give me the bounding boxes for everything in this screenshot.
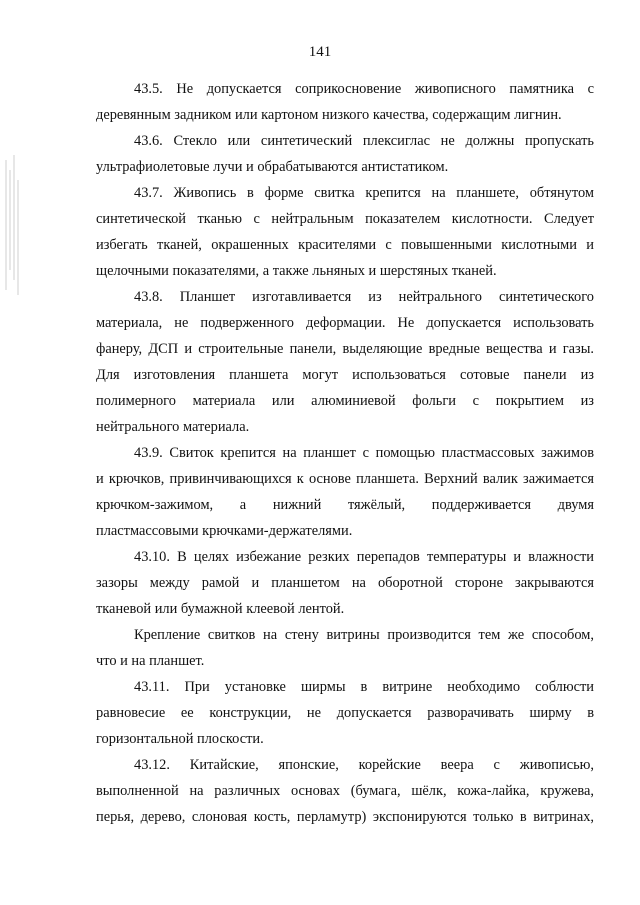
text-line: нейтрального материала. (96, 419, 250, 435)
paragraph (96, 752, 594, 830)
text-line: 43.5. Не допускается соприкосновение живописного памятника с (134, 81, 594, 97)
scan-margin-artifact (0, 150, 22, 300)
text-line: деревянным задником или картоном низкого качества, содержащим лигнин. (96, 107, 562, 123)
text-line: и крючков, привинчивающихся к основе планшета. Верхний валик зажимается (96, 471, 594, 487)
page-number: 141 (308, 44, 332, 60)
text-line: материала, не подверженного деформации. Не допускается использовать (96, 315, 594, 331)
text-line: 43.10. В целях избежание резких перепадов температуры и влажности (134, 549, 594, 565)
document-body (96, 76, 594, 830)
text-line: избегать тканей, окрашенных красителями с повышенными кислотными и (96, 237, 594, 253)
paragraph (96, 674, 594, 752)
text-line: Для изготовления планшета могут использоваться сотовые панели из (96, 367, 594, 383)
paragraph (96, 76, 594, 128)
text-line: 43.11. При установке ширмы в витрине необходимо соблюсти (134, 679, 594, 695)
text-line: пластмассовыми крючками-держателями. (96, 523, 353, 539)
text-line: 43.7. Живопись в форме свитка крепится на планшете, обтянутом (134, 185, 594, 201)
text-line: крючком-зажимом, а нижний тяжёлый, поддерживается двумя (96, 497, 594, 513)
text-line: фанеру, ДСП и строительные панели, выделяющие вредные вещества и газы. (96, 341, 594, 357)
paragraph (96, 284, 594, 440)
text-line: тканевой или бумажной клеевой лентой. (96, 601, 345, 617)
text-line: ультрафиолетовые лучи и обрабатываются антистатиком. (96, 159, 449, 175)
paragraph (96, 440, 594, 544)
text-line: щелочными показателями, а также льняных и шерстяных тканей. (96, 263, 497, 279)
text-line: синтетической тканью с нейтральным показателем кислотности. Следует (96, 211, 594, 227)
text-line: 43.9. Свиток крепится на планшет с помощью пластмассовых зажимов (134, 445, 594, 461)
text-line: Крепление свитков на стену витрины производится тем же способом, (134, 627, 594, 643)
paragraph (96, 128, 594, 180)
paragraph (96, 180, 594, 284)
text-line: 43.6. Стекло или синтетический плексиглас не должны пропускать (134, 133, 594, 149)
paragraph (96, 544, 594, 622)
paragraph (96, 622, 594, 674)
text-line: перья, дерево, слоновая кость, перламутр) экспонируются только в витринах, (96, 809, 594, 825)
text-line: полимерного материала или алюминиевой фольги с покрытием из (96, 393, 594, 409)
text-line: равновесие ее конструкции, не допускается разворачивать ширму в (96, 705, 594, 721)
text-line: что и на планшет. (96, 653, 205, 669)
text-line: горизонтальной плоскости. (96, 731, 264, 747)
text-line: 43.12. Китайские, японские, корейские веера с живописью, (134, 757, 594, 773)
text-line: выполненной на различных основах (бумага, шёлк, кожа-лайка, кружева, (96, 783, 594, 799)
text-line: 43.8. Планшет изготавливается из нейтрального синтетического (134, 289, 594, 305)
text-line: зазоры между рамой и планшетом на оборотной стороне закрываются (96, 575, 594, 591)
